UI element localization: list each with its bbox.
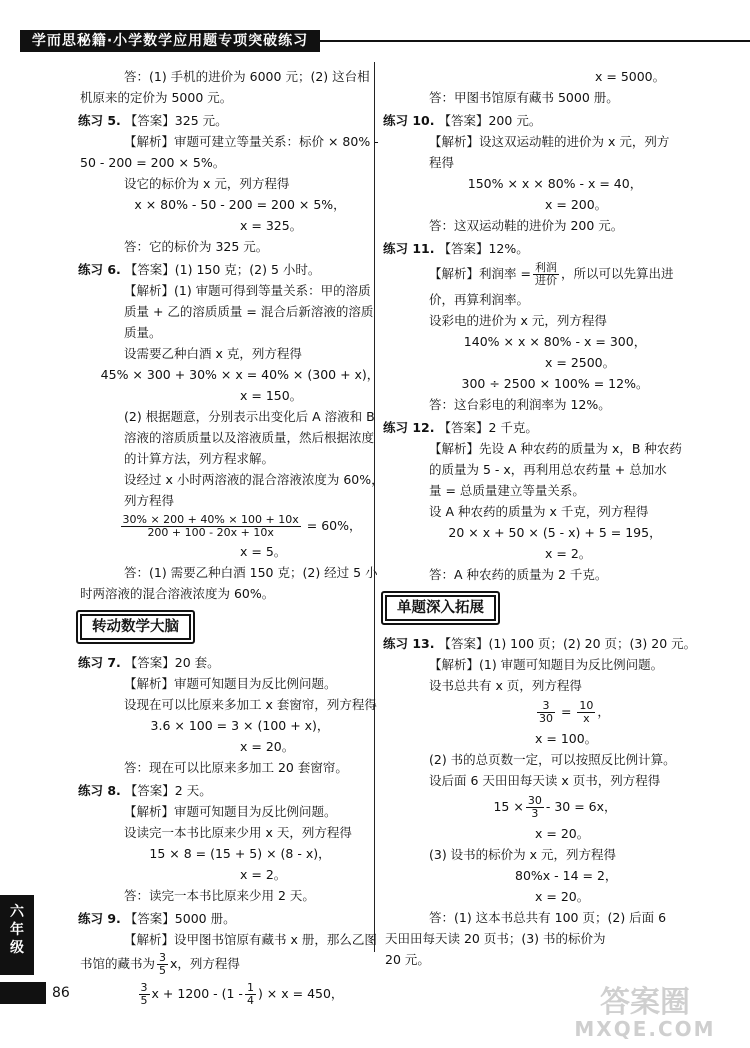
text-fragment: ) × x = 450， <box>257 986 344 1001</box>
answer-text: 【答案】2 天。 <box>124 783 212 798</box>
equation: x = 2。 <box>545 546 592 561</box>
exercise-7 <box>80 652 400 673</box>
denominator: x <box>583 712 590 725</box>
equation: x = 20。 <box>240 739 295 754</box>
exercise-label: 练习 13. <box>383 636 435 651</box>
watermark-url: MXQE.COM <box>574 1017 716 1041</box>
answer-line: 答：(1) 需要乙种白酒 150 克；(2) 经过 5 小 <box>124 565 378 580</box>
fraction <box>537 700 555 725</box>
exercise-label: 练习 5. <box>78 113 121 128</box>
equation: x = 2。 <box>240 867 287 882</box>
numerator: 利润 <box>534 261 557 274</box>
answer-text: 【答案】325 元。 <box>124 113 228 128</box>
text-fragment: 15 × <box>493 799 524 814</box>
fraction <box>157 952 168 977</box>
text-line: 【解析】审题可知题目为反比例问题。 <box>124 676 337 691</box>
exercise-label: 练习 12. <box>383 420 435 435</box>
equation-rhs: = 60%， <box>306 518 362 533</box>
exercise-13 <box>385 633 725 654</box>
fraction-equation <box>80 978 400 1010</box>
right-column <box>385 66 725 970</box>
text-fragment: 书馆的藏书为 <box>80 956 156 971</box>
numerator: 3 <box>140 981 148 994</box>
exercise-12 <box>385 417 725 438</box>
fraction <box>533 262 559 287</box>
answer-text: 【答案】20 套。 <box>124 655 220 670</box>
grade-side-tab <box>0 895 34 975</box>
answer-text: 【答案】200 元。 <box>438 113 542 128</box>
numerator: 30% × 200 + 40% × 100 + 10x <box>122 513 299 526</box>
denominator: 5 <box>159 964 167 977</box>
equation: 80%x - 14 = 2， <box>515 868 618 883</box>
answer-line: 答：甲图书馆原有藏书 5000 册。 <box>429 90 619 105</box>
answer-line: 答：这台彩电的利润率为 12%。 <box>429 397 611 412</box>
exercise-label: 练习 7. <box>78 655 121 670</box>
text-fragment: x，列方程得 <box>170 956 240 971</box>
page-number: 86 <box>52 985 70 1001</box>
answer-text: 【答案】(1) 100 页；(2) 20 页；(3) 20 元。 <box>438 636 697 651</box>
text-line: 【解析】设这双运动鞋的进价为 x 元，列方 <box>429 134 670 149</box>
side-tab-char: 六 <box>10 904 24 920</box>
text-line: 答：(1) 手机的进价为 6000 元；(2) 这台相 <box>124 69 370 84</box>
text-line: 的计算方法，列方程求解。 <box>124 451 275 466</box>
exercise-label: 练习 9. <box>78 911 121 926</box>
equation: x = 5000。 <box>595 69 666 84</box>
equation: x = 200。 <box>545 197 608 212</box>
numerator: 10 <box>579 699 594 712</box>
text-line: 溶液的溶质质量以及溶液质量，然后根据浓度 <box>124 430 375 445</box>
text-line: 50 - 200 = 200 × 5%。 <box>80 155 226 170</box>
denominator: 进价 <box>534 274 557 287</box>
equation: 20 × x + 50 × (5 - x) + 5 = 195， <box>448 525 662 540</box>
text-line: (3) 设书的标价为 x 元，列方程得 <box>429 847 617 862</box>
section-title: 转动数学大脑 <box>80 614 191 640</box>
equation: x = 100。 <box>535 731 598 746</box>
denominator: 5 <box>140 994 148 1007</box>
section-title: 单题深入拓展 <box>385 595 496 621</box>
answer-line: 20 元。 <box>385 952 430 967</box>
text-line: 设它的标价为 x 元，列方程得 <box>124 176 290 191</box>
fraction-equation <box>385 791 725 823</box>
text-line: 设书总共有 x 页，列方程得 <box>429 678 582 693</box>
side-tab-char: 年 <box>10 922 24 938</box>
denominator: 30 <box>539 712 553 725</box>
text-line: 程得 <box>429 155 455 170</box>
text-line: 价，再算利润率。 <box>429 292 530 307</box>
text-line: 【解析】设甲图书馆原有藏书 x 册，那么乙图 <box>124 932 377 947</box>
left-column <box>80 66 400 1010</box>
exercise-label: 练习 11. <box>383 241 435 256</box>
numerator: 30 <box>527 794 542 807</box>
section-heading-1 <box>76 610 195 644</box>
text-line: 机原来的定价为 5000 元。 <box>80 90 233 105</box>
exercise-5 <box>80 110 400 131</box>
text-line <box>80 950 400 978</box>
equation: x × 80% - 50 - 200 = 200 × 5%， <box>134 197 346 212</box>
equation: 45% × 300 + 30% × x = 40% × (300 + x)， <box>100 367 380 382</box>
denominator: 200 + 100 - 20x + 10x <box>147 526 274 539</box>
text-line <box>385 259 725 289</box>
equation: x = 325。 <box>240 218 303 233</box>
fraction <box>577 700 595 725</box>
text-line: 质量 + 乙的溶质质量 = 混合后新溶液的溶质 <box>124 304 374 319</box>
exercise-label: 练习 8. <box>78 783 121 798</box>
fraction <box>526 795 544 820</box>
section-heading-2 <box>381 591 500 625</box>
text-line: 设后面 6 天田田每天读 x 页书，列方程得 <box>429 773 661 788</box>
text-line: 列方程得 <box>124 493 175 508</box>
text-line: 设现在可以比原来多加工 x 套窗帘，列方程得 <box>124 697 377 712</box>
equation: 15 × 8 = (15 + 5) × (8 - x)， <box>149 846 331 861</box>
equation: x = 150。 <box>240 388 303 403</box>
answer-line: 答：这双运动鞋的进价为 200 元。 <box>429 218 624 233</box>
equation: 150% × x × 80% - x = 40， <box>467 176 643 191</box>
text-line: 【解析】(1) 审题可得到等量关系：甲的溶质 <box>124 283 371 298</box>
text-line: (2) 书的总页数一定，可以按照反比例计算。 <box>429 752 676 767</box>
text-line: 设经过 x 小时两溶液的混合溶液浓度为 60%， <box>124 472 384 487</box>
header-rule <box>320 40 750 42</box>
denominator: 4 <box>246 994 254 1007</box>
equation: 3.6 × 100 = 3 × (100 + x)， <box>150 718 330 733</box>
exercise-8 <box>80 780 400 801</box>
exercise-6 <box>80 259 400 280</box>
text-line: 设 A 种农药的质量为 x 千克，列方程得 <box>429 504 649 519</box>
side-tab-char: 级 <box>10 940 24 956</box>
answer-text: 【答案】(1) 150 克；(2) 5 小时。 <box>124 262 321 277</box>
fraction <box>121 514 301 539</box>
exercise-9 <box>80 908 400 929</box>
watermark-logo <box>570 985 720 1046</box>
exercise-label: 练习 6. <box>78 262 121 277</box>
answer-line: 时两溶液的混合溶液浓度为 60%。 <box>80 586 275 601</box>
answer-line: 答：现在可以比原来多加工 20 套窗帘。 <box>124 760 348 775</box>
denominator: 3 <box>531 807 539 820</box>
text-line: 设读完一本书比原来少用 x 天，列方程得 <box>124 825 352 840</box>
answer-line: 答：读完一本书比原来少用 2 天。 <box>124 888 315 903</box>
fraction <box>245 982 256 1007</box>
fraction-equation <box>80 511 400 541</box>
text-line: 【解析】审题可知题目为反比例问题。 <box>124 804 337 819</box>
answer-line: 答：它的标价为 325 元。 <box>124 239 269 254</box>
exercise-10 <box>385 110 725 131</box>
exercise-label: 练习 10. <box>383 113 435 128</box>
numerator: 3 <box>159 951 167 964</box>
fraction <box>139 982 150 1007</box>
exercise-11 <box>385 238 725 259</box>
equation: x = 20。 <box>535 889 590 904</box>
text-line: (2) 根据题意，分别表示出变化后 A 溶液和 B <box>124 409 375 424</box>
text-line: 【解析】(1) 审题可知题目为反比例问题。 <box>429 657 664 672</box>
text-line: 设需要乙种白酒 x 克，列方程得 <box>124 346 302 361</box>
answer-text: 【答案】2 千克。 <box>438 420 538 435</box>
fraction-equation: $\frac{3}{30}$ = $\frac{10}{x}$ ， <box>539 699 610 725</box>
text-line: 质量。 <box>124 325 162 340</box>
equation: 140% × x × 80% - x = 300， <box>463 334 647 349</box>
text-line: 【解析】审题可建立等量关系：标价 × 80% - <box>124 134 379 149</box>
text-line: 量 = 总质量建立等量关系。 <box>429 483 585 498</box>
text-fragment: 【解析】利润率 = <box>429 266 531 281</box>
equation: x = 5。 <box>240 544 287 559</box>
text-fragment: x + 1200 - (1 - <box>151 986 243 1001</box>
page-header-title: 学而思秘籍·小学数学应用题专项突破练习 <box>20 30 320 52</box>
text-line: 【解析】先设 A 种农药的质量为 x，B 种农药 <box>429 441 682 456</box>
text-line: 设彩电的进价为 x 元，列方程得 <box>429 313 607 328</box>
equation: x = 20。 <box>535 826 590 841</box>
equation: 300 ÷ 2500 × 100% = 12%。 <box>461 376 649 391</box>
answer-text: 【答案】5000 册。 <box>124 911 236 926</box>
answer-line: 答：A 种农药的质量为 2 千克。 <box>429 567 608 582</box>
answer-line: 答：(1) 这本书总共有 100 页；(2) 后面 6 <box>429 910 667 925</box>
numerator: 1 <box>246 981 254 994</box>
text-line: 的质量为 5 - x，再利用总农药量 + 总加水 <box>429 462 667 477</box>
answer-text: 【答案】12%。 <box>438 241 529 256</box>
text-fragment: ，所以可以先算出进 <box>560 266 674 281</box>
answer-line: 天田田每天读 20 页书；(3) 书的标价为 <box>385 931 606 946</box>
watermark-text: 答案圈 <box>600 985 690 1020</box>
text-fragment: - 30 = 6x， <box>545 799 617 814</box>
equation: x = 2500。 <box>545 355 616 370</box>
footer-bar <box>0 982 46 1004</box>
numerator: 3 <box>537 700 555 713</box>
